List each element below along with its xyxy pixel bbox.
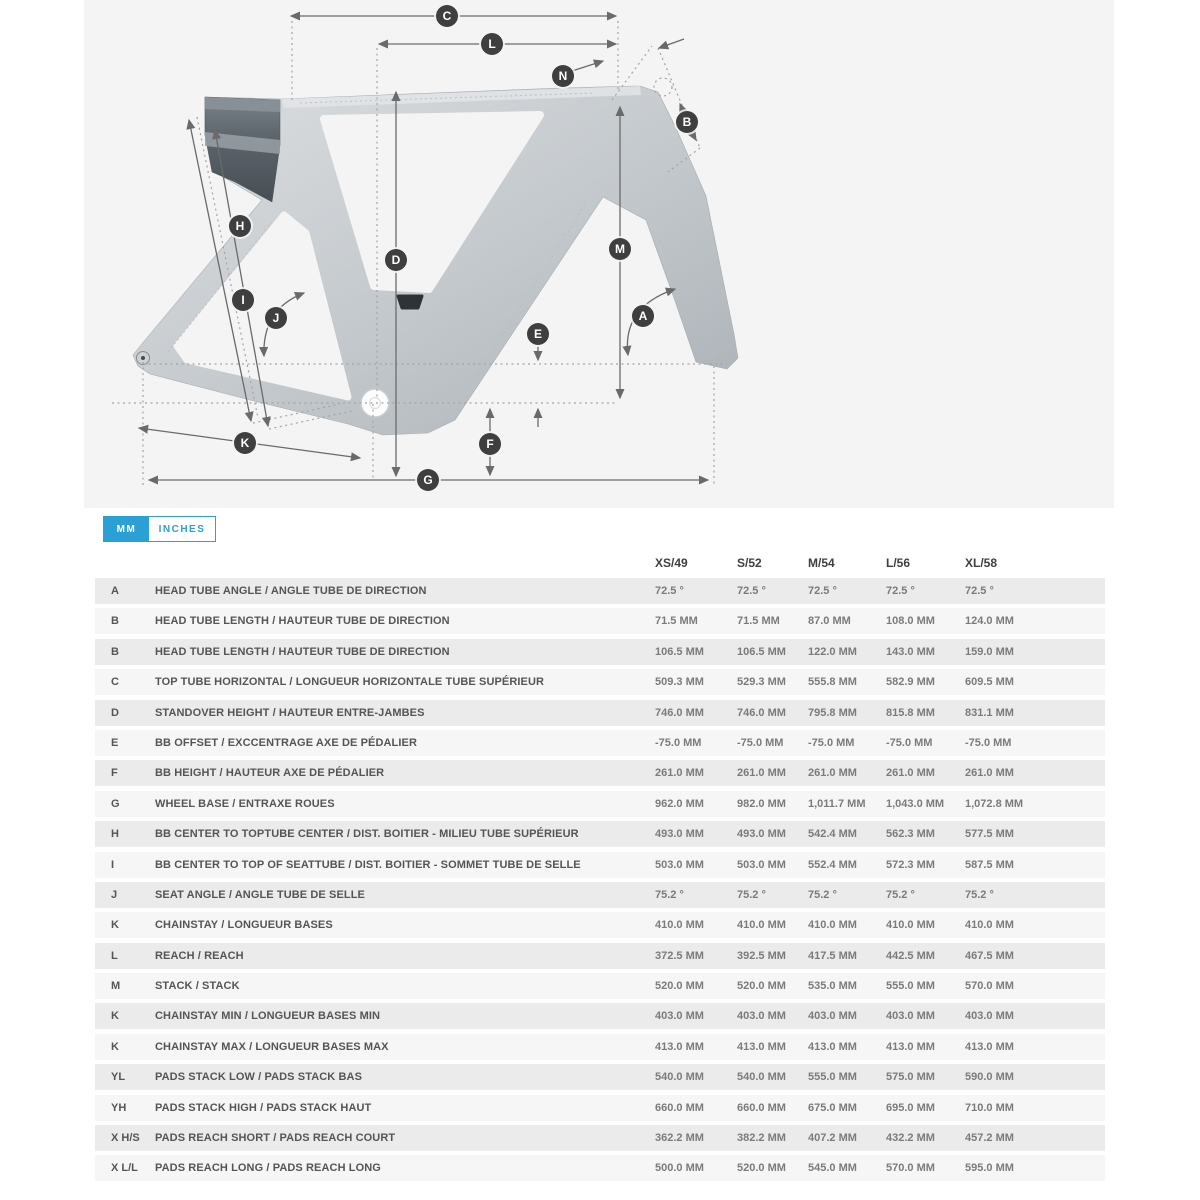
row-value: 413.0 MM [886, 1040, 935, 1053]
dimension-marker-K: K [234, 432, 256, 454]
row-value: 75.2 ° [808, 888, 837, 901]
row-value: 403.0 MM [965, 1010, 1014, 1023]
table-row [95, 882, 1105, 908]
row-value: 795.8 MM [808, 706, 857, 719]
row-value: 403.0 MM [737, 1010, 786, 1023]
table-row [95, 1064, 1105, 1090]
table-body [95, 578, 1105, 1181]
row-value: 710.0 MM [965, 1101, 1014, 1114]
row-value: 962.0 MM [655, 797, 704, 810]
row-value: 159.0 MM [965, 645, 1014, 658]
row-value: 509.3 MM [655, 676, 704, 689]
table-row [95, 1003, 1105, 1029]
row-value: 1,011.7 MM [808, 797, 866, 810]
table-header-row [95, 548, 1105, 578]
table-row [95, 912, 1105, 938]
table-row [95, 852, 1105, 878]
row-label: REACH / REACH [155, 949, 244, 962]
row-value: 457.2 MM [965, 1132, 1014, 1145]
row-value: 555.0 MM [886, 980, 935, 993]
dimension-marker-N: N [552, 65, 574, 87]
row-value: 108.0 MM [886, 615, 935, 628]
row-value: 500.0 MM [655, 1162, 704, 1175]
row-label: TOP TUBE HORIZONTAL / LONGUEUR HORIZONTALE TUBE SUPÉRIEUR [155, 676, 545, 689]
row-value: 75.2 ° [886, 888, 915, 901]
row-value: 410.0 MM [655, 919, 704, 932]
row-key: J [111, 888, 118, 901]
row-value: 143.0 MM [886, 645, 935, 658]
row-label: BB HEIGHT / HAUTEUR AXE DE PÉDALIER [155, 767, 385, 780]
row-value: 71.5 MM [655, 615, 698, 628]
row-value: 540.0 MM [655, 1071, 704, 1084]
row-value: 542.4 MM [808, 828, 857, 841]
row-key: F [111, 767, 118, 780]
row-label: CHAINSTAY MIN / LONGUEUR BASES MIN [155, 1010, 381, 1023]
row-value: 815.8 MM [886, 706, 935, 719]
row-value: 582.9 MM [886, 676, 935, 689]
row-value: 695.0 MM [886, 1101, 935, 1114]
dimension-marker-I: I [232, 289, 254, 311]
dimension-marker-E: E [527, 323, 549, 345]
row-key: E [111, 736, 119, 749]
row-value: -75.0 MM [886, 736, 933, 749]
mm-button[interactable]: MM [104, 517, 149, 541]
row-label: BB OFFSET / EXCCENTRAGE AXE DE PÉDALIER [155, 736, 418, 749]
row-value: 540.0 MM [737, 1071, 786, 1084]
row-value: 122.0 MM [808, 645, 857, 658]
table-row [95, 1095, 1105, 1121]
row-value: 403.0 MM [808, 1010, 857, 1023]
row-label: HEAD TUBE LENGTH / HAUTEUR TUBE DE DIRECTION [155, 645, 450, 658]
row-value: 831.1 MM [965, 706, 1014, 719]
row-label: STANDOVER HEIGHT / HAUTEUR ENTRE-JAMBES [155, 706, 425, 719]
row-value: 410.0 MM [808, 919, 857, 932]
table-row [95, 608, 1105, 634]
row-label: PADS REACH SHORT / PADS REACH COURT [155, 1132, 396, 1145]
row-value: 417.5 MM [808, 949, 857, 962]
geometry-table [95, 548, 1105, 1186]
table-row [95, 1034, 1105, 1060]
row-value: 362.2 MM [655, 1132, 704, 1145]
row-value: 106.5 MM [737, 645, 786, 658]
row-value: 261.0 MM [655, 767, 704, 780]
table-row [95, 700, 1105, 726]
table-row [95, 1155, 1105, 1181]
row-value: 660.0 MM [655, 1101, 704, 1114]
units-toggle [103, 516, 216, 542]
dimension-marker-L: L [481, 33, 503, 55]
row-key: B [111, 645, 119, 658]
row-value: -75.0 MM [655, 736, 702, 749]
row-value: 746.0 MM [655, 706, 704, 719]
row-value: 545.0 MM [808, 1162, 857, 1175]
row-key: G [111, 797, 120, 810]
row-value: 535.0 MM [808, 980, 857, 993]
row-value: 71.5 MM [737, 615, 780, 628]
dimension-marker-M: M [609, 238, 631, 260]
row-label: CHAINSTAY MAX / LONGUEUR BASES MAX [155, 1040, 389, 1053]
row-value: 503.0 MM [655, 858, 704, 871]
row-value: 660.0 MM [737, 1101, 786, 1114]
table-row [95, 1125, 1105, 1151]
table-row [95, 973, 1105, 999]
row-label: BB CENTER TO TOP OF SEATTUBE / DIST. BOITIER - SOMMET TUBE DE SELLE [155, 858, 581, 871]
row-value: 529.3 MM [737, 676, 786, 689]
row-value: 587.5 MM [965, 858, 1014, 871]
row-value: 493.0 MM [655, 828, 704, 841]
row-key: X H/S [111, 1132, 140, 1145]
row-value: 87.0 MM [808, 615, 851, 628]
row-value: 520.0 MM [655, 980, 704, 993]
column-header: S/52 [737, 556, 762, 570]
row-value: 75.2 ° [737, 888, 766, 901]
dimension-marker-B: B [676, 111, 698, 133]
row-value: 410.0 MM [965, 919, 1014, 932]
row-value: 392.5 MM [737, 949, 786, 962]
row-value: -75.0 MM [737, 736, 784, 749]
table-row [95, 578, 1105, 604]
row-value: 595.0 MM [965, 1162, 1014, 1175]
row-label: PADS STACK LOW / PADS STACK BAS [155, 1071, 363, 1084]
row-label: HEAD TUBE LENGTH / HAUTEUR TUBE DE DIRECTION [155, 615, 450, 628]
row-value: 520.0 MM [737, 980, 786, 993]
row-value: 72.5 ° [737, 585, 766, 597]
row-label: HEAD TUBE ANGLE / ANGLE TUBE DE DIRECTION [155, 585, 427, 597]
row-value: 403.0 MM [655, 1010, 704, 1023]
row-value: 590.0 MM [965, 1071, 1014, 1084]
table-row [95, 639, 1105, 665]
row-key: B [111, 615, 119, 628]
row-value: 746.0 MM [737, 706, 786, 719]
row-value: 982.0 MM [737, 797, 786, 810]
row-value: 75.2 ° [965, 888, 994, 901]
row-value: 572.3 MM [886, 858, 935, 871]
row-key: K [111, 1040, 119, 1053]
row-key: K [111, 919, 119, 932]
row-value: 72.5 ° [886, 585, 915, 597]
row-key: D [111, 706, 119, 719]
dimension-marker-G: G [417, 469, 439, 491]
row-value: 261.0 MM [737, 767, 786, 780]
row-value: 577.5 MM [965, 828, 1014, 841]
row-value: 562.3 MM [886, 828, 935, 841]
row-value: 575.0 MM [886, 1071, 935, 1084]
row-key: M [111, 980, 121, 993]
row-value: 570.0 MM [965, 980, 1014, 993]
geometry-diagram [0, 0, 1200, 510]
row-value: 1,072.8 MM [965, 797, 1024, 810]
row-key: H [111, 828, 119, 841]
row-label: WHEEL BASE / ENTRAXE ROUES [155, 797, 335, 810]
row-value: 609.5 MM [965, 676, 1014, 689]
row-value: 555.0 MM [808, 1071, 857, 1084]
row-value: 261.0 MM [886, 767, 935, 780]
row-label: PADS REACH LONG / PADS REACH LONG [155, 1162, 381, 1175]
row-value: 467.5 MM [965, 949, 1014, 962]
row-label: BB CENTER TO TOPTUBE CENTER / DIST. BOITIER - MILIEU TUBE SUPÉRIEUR [155, 828, 579, 841]
dimension-marker-J: J [265, 307, 287, 329]
row-key: YH [111, 1101, 127, 1114]
row-key: L [111, 949, 118, 962]
table-row [95, 669, 1105, 695]
column-header: M/54 [808, 556, 835, 570]
row-value: 503.0 MM [737, 858, 786, 871]
row-key: K [111, 1010, 119, 1023]
row-value: 413.0 MM [737, 1040, 786, 1053]
table-row [95, 791, 1105, 817]
inches-button[interactable]: INCHES [149, 517, 215, 541]
row-value: 413.0 MM [808, 1040, 857, 1053]
row-value: 552.4 MM [808, 858, 857, 871]
row-value: 72.5 ° [655, 585, 684, 597]
row-value: 382.2 MM [737, 1132, 786, 1145]
row-value: 75.2 ° [655, 888, 684, 901]
row-key: A [111, 585, 119, 597]
dimension-marker-H: H [229, 215, 251, 237]
dimension-marker-F: F [479, 433, 501, 455]
row-value: 410.0 MM [886, 919, 935, 932]
table-row [95, 730, 1105, 756]
row-value: 261.0 MM [965, 767, 1014, 780]
row-value: 403.0 MM [886, 1010, 935, 1023]
row-key: YL [111, 1071, 126, 1084]
row-value: 432.2 MM [886, 1132, 935, 1145]
row-value: 124.0 MM [965, 615, 1014, 628]
row-value: -75.0 MM [965, 736, 1012, 749]
row-value: 413.0 MM [965, 1040, 1014, 1053]
row-label: SEAT ANGLE / ANGLE TUBE DE SELLE [155, 888, 365, 901]
row-value: 410.0 MM [737, 919, 786, 932]
row-value: 261.0 MM [808, 767, 857, 780]
dimension-marker-A: A [632, 305, 654, 327]
row-value: 520.0 MM [737, 1162, 786, 1175]
row-value: 675.0 MM [808, 1101, 857, 1114]
row-value: 72.5 ° [965, 585, 994, 597]
frame-diagram-drawing [0, 0, 1200, 510]
row-value: 372.5 MM [655, 949, 704, 962]
row-value: 407.2 MM [808, 1132, 857, 1145]
row-key: X L/L [111, 1162, 138, 1175]
row-key: I [111, 858, 115, 871]
table-row [95, 943, 1105, 969]
table-row [95, 821, 1105, 847]
dimension-marker-C: C [436, 5, 458, 27]
column-header: L/56 [886, 556, 911, 570]
row-value: 106.5 MM [655, 645, 704, 658]
column-header: XS/49 [655, 556, 688, 570]
row-value: 555.8 MM [808, 676, 857, 689]
row-label: PADS STACK HIGH / PADS STACK HAUT [155, 1101, 372, 1114]
row-value: 493.0 MM [737, 828, 786, 841]
row-label: STACK / STACK [155, 980, 240, 993]
row-value: 72.5 ° [808, 585, 837, 597]
derailleur-mount [398, 296, 422, 308]
row-label: CHAINSTAY / LONGUEUR BASES [155, 919, 333, 932]
table-row [95, 760, 1105, 786]
row-value: -75.0 MM [808, 736, 855, 749]
row-value: 413.0 MM [655, 1040, 704, 1053]
row-value: 442.5 MM [886, 949, 935, 962]
row-value: 570.0 MM [886, 1162, 935, 1175]
column-header: XL/58 [965, 556, 998, 570]
row-value: 1,043.0 MM [886, 797, 945, 810]
dimension-marker-D: D [385, 249, 407, 271]
row-key: C [111, 676, 119, 689]
